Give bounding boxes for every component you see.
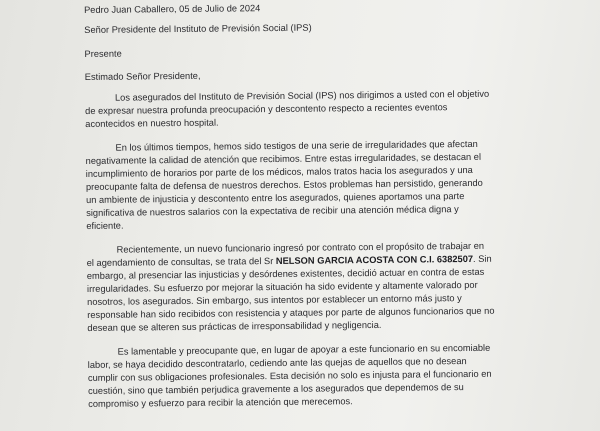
paragraph-line: un ambiente de injusticia y descontento entre los asegurados, quienes aportamos una parte [86, 191, 465, 205]
paragraph-line: compromiso y esfuerzo para recibir la atención que merecemos. [88, 396, 353, 409]
paragraph-line: significativa de nuestros salarios con la expectativa de recibir una atención médica digna y [86, 204, 459, 218]
paragraph-line: labor, se haya decidido descontratarlo, cediendo ante las quejas de aquellos que no desean [87, 356, 467, 370]
paragraph-line: Es lamentable y preocupante que, en lugar de apoyar a este funcionario en su encomiable [117, 342, 491, 357]
paragraph-line: cumplir con sus obligaciones profesionales. Esta decisión no solo es injusta para el funcionario en [87, 368, 492, 383]
paragraph-line: eficiente. [86, 220, 124, 231]
paragraph-1 [85, 87, 531, 131]
paragraph-line: preocupante falta de defensa de nuestros derechos. Estos problemas han persistido, generando [85, 177, 483, 192]
paragraph-line: negativamente la calidad de atención que recibimos. Entre estas irregularidades, se destacan el [85, 151, 482, 166]
employee-name-highlight: NELSON GARCIA ACOSTA CON C.I. 6382507 [275, 253, 474, 267]
paragraph-line: nosotros, los asegurados. Sin embargo, sus intentos por establecer un entorno más justo y [87, 293, 462, 307]
paragraph-line: irregularidades. Su esfuerzo por mejorar la situación ha sido evidente y altamente valorado por [86, 279, 478, 294]
salutation-line: Estimado Señor Presidente, [84, 70, 201, 82]
paragraph-line: Los asegurados del Instituto de Previsión Social (IPS) nos dirigimos a usted con el objetivo [114, 88, 490, 103]
paragraph-text: el agendamiento de consultas, se trata del Sr [86, 256, 276, 268]
paragraph-line: incumplimiento de horarios por parte de los médicos, malos tratos hacia los asegurados y una [85, 164, 473, 179]
paragraph-line: Recientemente, un nuevo funcionario ingresó por contrato con el propósito de trabajar en [116, 240, 485, 255]
paragraph-line: embargo, al presenciar las injusticias y desórdenes existentes, decidió actuar en contra de estas [86, 266, 485, 281]
paragraph-line: responsable han sido recibidos con resistencia y ataques por parte de algunos funcionarios que no [87, 305, 495, 320]
paragraph-text: . Sin [472, 253, 492, 264]
paragraph-line: desean que se alteren sus prácticas de irresponsabilidad y negligencia. [87, 319, 382, 333]
recipient-line: Señor Presidente del Instituto de Previsión Social (IPS) [84, 22, 312, 35]
paragraph-3 [87, 239, 534, 335]
paragraph-line: En los últimos tiempos, hemos sido testigos de una serie de irregularidades que afectan [115, 138, 478, 153]
paragraph-2 [85, 137, 532, 233]
paragraph-4 [88, 341, 535, 411]
presente-line: Presente [84, 48, 122, 59]
paragraph-line: de expresar nuestra profunda preocupación y descontento respecto a recientes eventos [85, 102, 448, 116]
date-line: Pedro Juan Caballero, 05 de Julio de 2024 [84, 3, 261, 15]
paragraph-line: cuestión, sino que también perjudica gravemente a los asegurados que dependemos de su [88, 382, 464, 396]
paragraph-line: acontecidos en nuestro hospital. [85, 117, 219, 129]
letter-body [84, 0, 534, 422]
